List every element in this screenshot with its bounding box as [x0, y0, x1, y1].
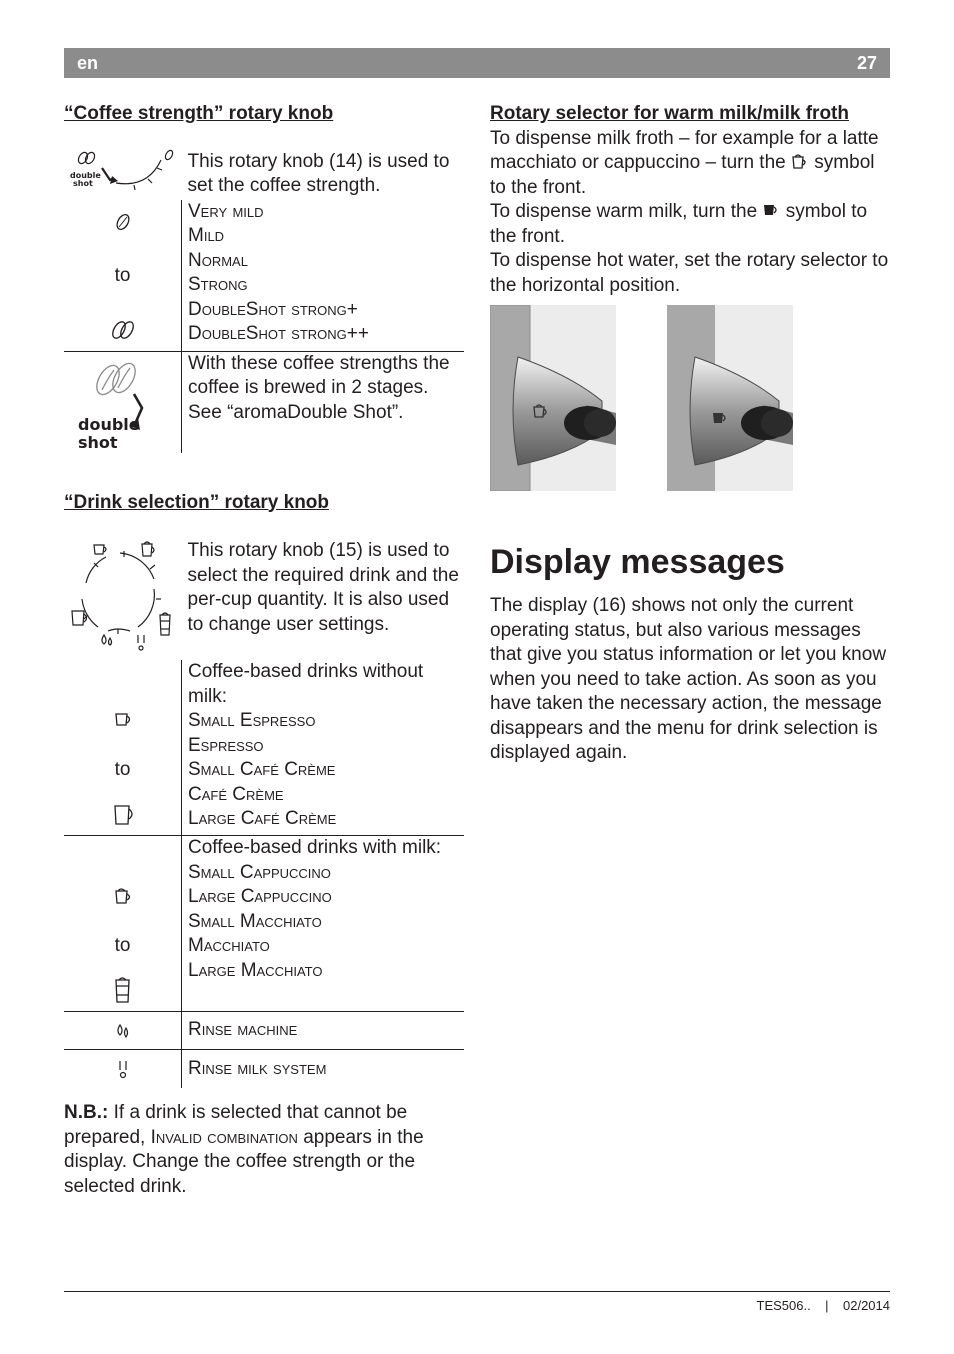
- rinse-milk-icon: [117, 1060, 129, 1080]
- drink-item: Small Café Crème: [188, 759, 336, 780]
- rinse-machine-label: [182, 1012, 465, 1050]
- drink-selection-heading: “Drink selection” rotary knob: [64, 491, 330, 513]
- header-bar: [64, 48, 890, 78]
- rinse-machine-text: Rinse machine: [188, 1019, 298, 1040]
- milk-p2-b: symbol to the front.: [490, 201, 868, 247]
- strength-knob-icon-cell: [64, 150, 182, 200]
- drink-item: Macchiato: [188, 935, 270, 956]
- selector-photo-froth: [490, 305, 616, 491]
- no-milk-icons: [64, 660, 182, 836]
- milk-froth-selector-illustration: [490, 305, 616, 491]
- milk-froth-cup-icon: [791, 152, 809, 170]
- large-cup-icon: [112, 803, 136, 827]
- strength-level: Mild: [188, 225, 225, 246]
- footer: [757, 1298, 891, 1313]
- selector-photo-warm-milk: [667, 305, 793, 491]
- drink-item: Small Espresso: [188, 710, 316, 731]
- drink-selection-table: [64, 539, 464, 1088]
- strength-to-label: to: [114, 264, 131, 286]
- strength-range-icons: [64, 200, 182, 352]
- rinse-milk-icon-cell: [64, 1050, 182, 1089]
- right-column: [490, 102, 890, 298]
- strength-level: DoubleShot strong+: [188, 298, 358, 320]
- rinse-machine-icon: [115, 1023, 131, 1039]
- language-code: en: [77, 53, 99, 73]
- milk-selector-p3: To dispense hot water, set the rotary selector to the horizontal position.: [490, 250, 889, 296]
- knob-label-double: double: [70, 170, 101, 180]
- drink-item: Large Cappuccino: [188, 886, 332, 907]
- coffee-strength-heading: “Coffee strength” rotary knob: [64, 103, 334, 124]
- rinse-milk-text: Rinse milk system: [188, 1058, 327, 1079]
- drink-item: Café Crème: [188, 783, 284, 805]
- drink-item: Small Macchiato: [188, 910, 322, 932]
- display-messages-section: [490, 542, 890, 766]
- strength-level: Very mild: [188, 200, 264, 222]
- strong-beans-icon: [108, 318, 138, 342]
- footer-rule: [64, 1291, 890, 1292]
- page-number: 27: [856, 53, 877, 73]
- strength-level: Normal: [188, 249, 248, 271]
- milk-selector-p2: [490, 200, 890, 249]
- mild-bean-icon: [114, 212, 132, 232]
- display-messages-title: Display messages: [490, 543, 785, 581]
- strength-knob-icon: [68, 148, 180, 194]
- drink-knob-icon: [68, 539, 180, 657]
- double-shot-icon-cell: [64, 351, 182, 453]
- milk-selector-heading: Rotary selector for warm milk/milk froth: [490, 103, 849, 124]
- milk-p1-a: To dispense milk froth – for example for a latte macchiato or cappuccino – turn the: [490, 127, 879, 173]
- warm-milk-selector-illustration: [667, 305, 793, 491]
- milk-title: Coffee-based drinks with milk:: [188, 837, 442, 858]
- rinse-machine-icon-cell: [64, 1012, 182, 1050]
- warm-milk-cup-icon: [762, 202, 780, 218]
- strength-levels: [182, 200, 465, 352]
- double-label: double: [78, 414, 140, 434]
- strength-level: DoubleShot strong++: [188, 323, 369, 344]
- drink-intro: This rotary knob (15) is used to select the required drink and the per-cup quantity. It is also used to change user settings.: [187, 540, 459, 635]
- no-milk-drinks: [182, 660, 465, 836]
- milk-selector-p1: [490, 127, 890, 201]
- milk-p1-b: symbol to the front.: [490, 152, 875, 198]
- no-milk-title: Coffee-based drinks without milk:: [188, 661, 424, 707]
- strength-intro: This rotary knob (14) is used to set the coffee strength.: [187, 150, 450, 196]
- rinse-milk-label: [182, 1050, 465, 1089]
- coffee-strength-table: [64, 150, 464, 453]
- display-messages-body: The display (16) shows not only the current operating status, but also various messages that give you status information or let you know when you need to take action. As soon as you have taken the necessary action, the message disappears and the menu for drink selection is displayed again.: [490, 595, 887, 763]
- latte-glass-icon: [114, 976, 132, 1004]
- nb-label: N.B.:: [64, 1102, 109, 1123]
- milk-drinks: [182, 836, 465, 1012]
- footer-date: 02/2014: [843, 1298, 890, 1313]
- drink-item: Large Café Crème: [188, 808, 337, 829]
- nb-paragraph: [64, 1101, 464, 1199]
- drink-knob-icon-cell: [64, 539, 182, 660]
- nb-invalid-combination: Invalid combination: [150, 1126, 298, 1148]
- drink-item: Large Macchiato: [188, 959, 323, 981]
- knob-label-shot: shot: [73, 178, 93, 188]
- small-cup-icon: [114, 712, 134, 728]
- nb-text-2: appears in the display. Change the coffee strength or the selected drink.: [64, 1126, 424, 1197]
- milk-to-label: to: [114, 935, 131, 956]
- shot-label: shot: [78, 432, 118, 452]
- drink-item: Espresso: [188, 734, 264, 756]
- left-column: [64, 102, 464, 1199]
- double-shot-icon: [78, 356, 168, 452]
- milk-cup-icon: [114, 886, 134, 906]
- strength-level: Strong: [188, 274, 248, 295]
- footer-separator: |: [825, 1298, 829, 1313]
- drink-item: Small Cappuccino: [188, 861, 331, 883]
- footer-model: TES506..: [756, 1298, 811, 1313]
- nb-text-1: If a drink is selected that cannot be prepared,: [64, 1102, 408, 1148]
- no-milk-to-label: to: [114, 759, 131, 780]
- milk-icons: [64, 836, 182, 1012]
- milk-p2-a: To dispense warm milk, turn the: [490, 201, 758, 222]
- double-shot-note: With these coffee strengths the coffee is brewed in 2 stages. See “aromaDouble Shot”.: [182, 351, 465, 453]
